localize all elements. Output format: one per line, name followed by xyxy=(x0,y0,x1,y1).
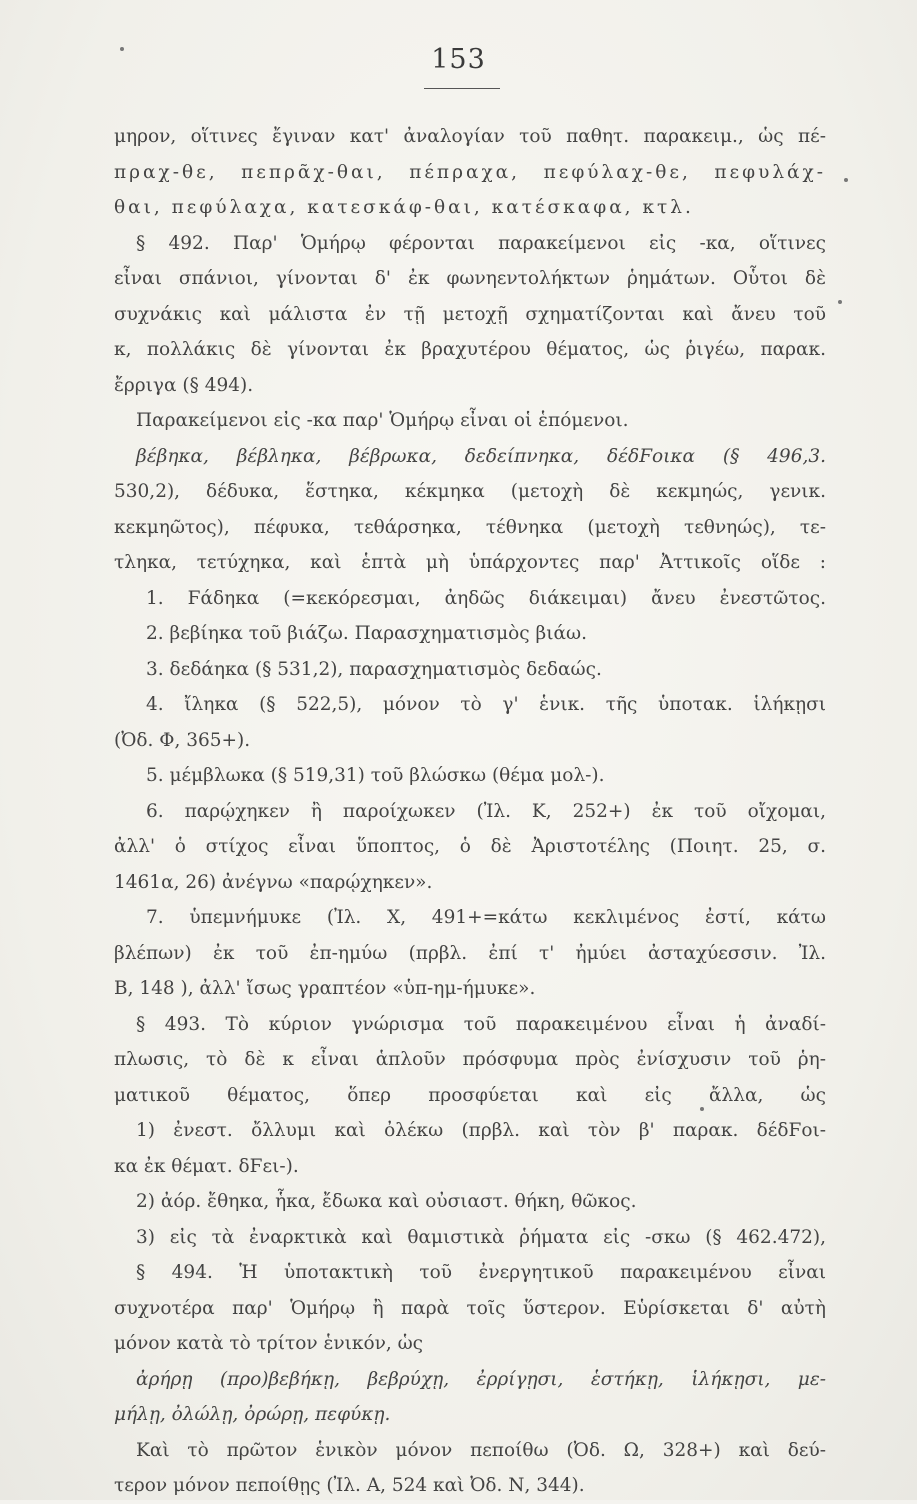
text-line: 2. βεβίηκα τοῦ βιάζω. Παρασχηματισμὸς βιάω. xyxy=(146,623,587,644)
text-line: Καὶ τὸ πρῶτον ἑνικὸν μόνον πεποίθω (Ὀδ. Ω, 328+) καὶ δεύ- xyxy=(136,1439,826,1461)
text-line: τληκα, τετύχηκα, καὶ ἑπτὰ μὴ ὑπάρχοντες παρ' Ἀττικοῖς οἵδε : xyxy=(114,552,826,573)
text-line: 3. δεδάηκα (§ 531,2), παρασχηματισμὸς δεδαώς. xyxy=(146,658,602,680)
text-line: βλέπων) ἐκ τοῦ ἐπ-ημύω (πρβλ. ἐπί τ' ἠμύει ἀσταχύεσσιν. Ἰλ. xyxy=(114,942,826,964)
text-line: ματικοῦ θέματος, ὅπερ προσφύεται καὶ εἰς ἄλλα, ὡς xyxy=(114,1084,826,1106)
text-line: § 492. Παρ' Ὁμήρῳ φέρονται παρακείμενοι εἰς -κα, οἵτινες xyxy=(136,232,826,254)
speck-mark xyxy=(844,178,848,182)
text-line: μηρον, οἵτινες ἔγιναν κατ' ἀναλογίαν τοῦ παθητ. παρακειμ., ὡς πέ- xyxy=(114,126,826,147)
text-line: 1461α, 26) ἀνέγνω «παρῴχηκεν». xyxy=(114,871,433,893)
text-line: § 494. Ἡ ὑποτακτικὴ τοῦ ἐνεργητικοῦ παρακειμένου εἶναι xyxy=(136,1262,826,1283)
text-line: 3) εἰς τὰ ἐναρκτικὰ καὶ θαμιστικὰ ῥήματα εἰς -σκω (§ 462.472), xyxy=(136,1226,826,1248)
speck-mark xyxy=(838,300,842,304)
text-line: 2) ἀόρ. ἔθηκα, ἧκα, ἔδωκα καὶ οὐσιαστ. θήκη, θῶκος. xyxy=(136,1191,637,1212)
text-line: Β, 148 ), ἀλλ' ἴσως γραπτέον «ὑπ-ημ-ήμυκε». xyxy=(114,978,536,999)
text-line: μόνον κατὰ τὸ τρίτον ἑνικόν, ὡς xyxy=(114,1333,424,1354)
text-line: μήλῃ, ὀλώλῃ, ὀρώρῃ, πεφύκῃ. xyxy=(114,1404,391,1425)
text-line: κα ἐκ θέματ. δϜει-). xyxy=(114,1155,299,1177)
text-line: πλωσις, τὸ δὲ κ εἶναι ἁπλοῦν πρόσφυμα πρὸς ἐνίσχυσιν τοῦ ῥη- xyxy=(114,1049,826,1070)
text-line: θαι, πεφύλαχα, κατεσκάφ-θαι, κατέσκαφα, κτλ. xyxy=(114,197,694,218)
text-line: εἶναι σπάνιοι, γίνονται δ' ἐκ φωνηεντολήκτων ῥημάτων. Οὗτοι δὲ xyxy=(114,268,826,289)
text-line: 1. Ϝάδηκα (=κεκόρεσμαι, ἀηδῶς διάκειμαι) ἄνευ ἐνεστῶτος. xyxy=(146,587,826,609)
speck-mark xyxy=(120,47,124,51)
text-line: συχνοτέρα παρ' Ὁμήρῳ ἢ παρὰ τοῖς ὕστερον. Εὑρίσκεται δ' αὐτὴ xyxy=(114,1297,826,1319)
text-line: τερον μόνον πεποίθῃς (Ἰλ. Α, 524 καὶ Ὀδ. Ν, 344). xyxy=(114,1475,585,1496)
text-line: (Ὀδ. Φ, 365+). xyxy=(114,729,251,751)
text-line: βέβηκα, βέβληκα, βέβρωκα, δεδείπνηκα, δέδϜοικα (§ 496,3. xyxy=(136,445,826,467)
text-line: § 493. Τὸ κύριον γνώρισμα τοῦ παρακειμένου εἶναι ἡ ἀναδί- xyxy=(136,1013,826,1035)
text-line: συχνάκις καὶ μάλιστα ἐν τῇ μετοχῇ σχηματίζονται καὶ ἄνευ τοῦ xyxy=(114,303,826,325)
text-line: Παρακείμενοι εἰς -κα παρ' Ὁμήρῳ εἶναι οἱ ἑπόμενοι. xyxy=(136,410,629,431)
speck-mark xyxy=(700,1107,704,1111)
text-line: 1) ἐνεστ. ὄλλυμι καὶ ὀλέκω (πρβλ. καὶ τὸν β' παρακ. δέδϜοι- xyxy=(136,1120,826,1141)
text-line: ἔρριγα (§ 494). xyxy=(114,374,254,396)
page-number-rule xyxy=(424,88,500,89)
text-line: πραχ-θε, πεπρᾶχ-θαι, πέπραχα, πεφύλαχ-θε, πεφυλάχ- xyxy=(114,161,826,183)
page-number: 153 xyxy=(431,44,486,75)
text-line: ἀρήρῃ (προ)βεβήκῃ, βεβρύχῃ, ἐρρίγῃσι, ἑστήκῃ, ἱλήκῃσι, με- xyxy=(136,1368,826,1390)
text-line: κεκμηῶτος), πέφυκα, τεθάρσηκα, τέθνηκα (μετοχὴ τεθνηώς), τε- xyxy=(114,516,826,538)
body-text xyxy=(114,119,826,1504)
text-line: 530,2), δέδυκα, ἕστηκα, κέκμηκα (μετοχὴ δὲ κεκμηώς, γενικ. xyxy=(114,481,826,502)
text-line: 5. μέμβλωκα (§ 519,31) τοῦ βλώσκω (θέμα μολ-). xyxy=(146,765,605,786)
text-line: ἀλλ' ὁ στίχος εἶναι ὕποπτος, ὁ δὲ Ἀριστοτέλης (Ποιητ. 25, σ. xyxy=(114,836,826,857)
text-line: 6. παρῴχηκεν ἢ παροίχωκεν (Ἰλ. Κ, 252+) ἐκ τοῦ οἴχομαι, xyxy=(146,800,826,822)
text-line: 7. ὑπεμνήμυκε (Ἰλ. Χ, 491+=κάτω κεκλιμένος ἐστί, κάτω xyxy=(146,907,826,928)
text-line: κ, πολλάκις δὲ γίνονται ἐκ βραχυτέρου θέματος, ὡς ῥιγέω, παρακ. xyxy=(114,339,826,360)
text-line: 4. ἴληκα (§ 522,5), μόνον τὸ γ' ἑνικ. τῆς ὑποτακ. ἱλήκῃσι xyxy=(146,694,826,715)
